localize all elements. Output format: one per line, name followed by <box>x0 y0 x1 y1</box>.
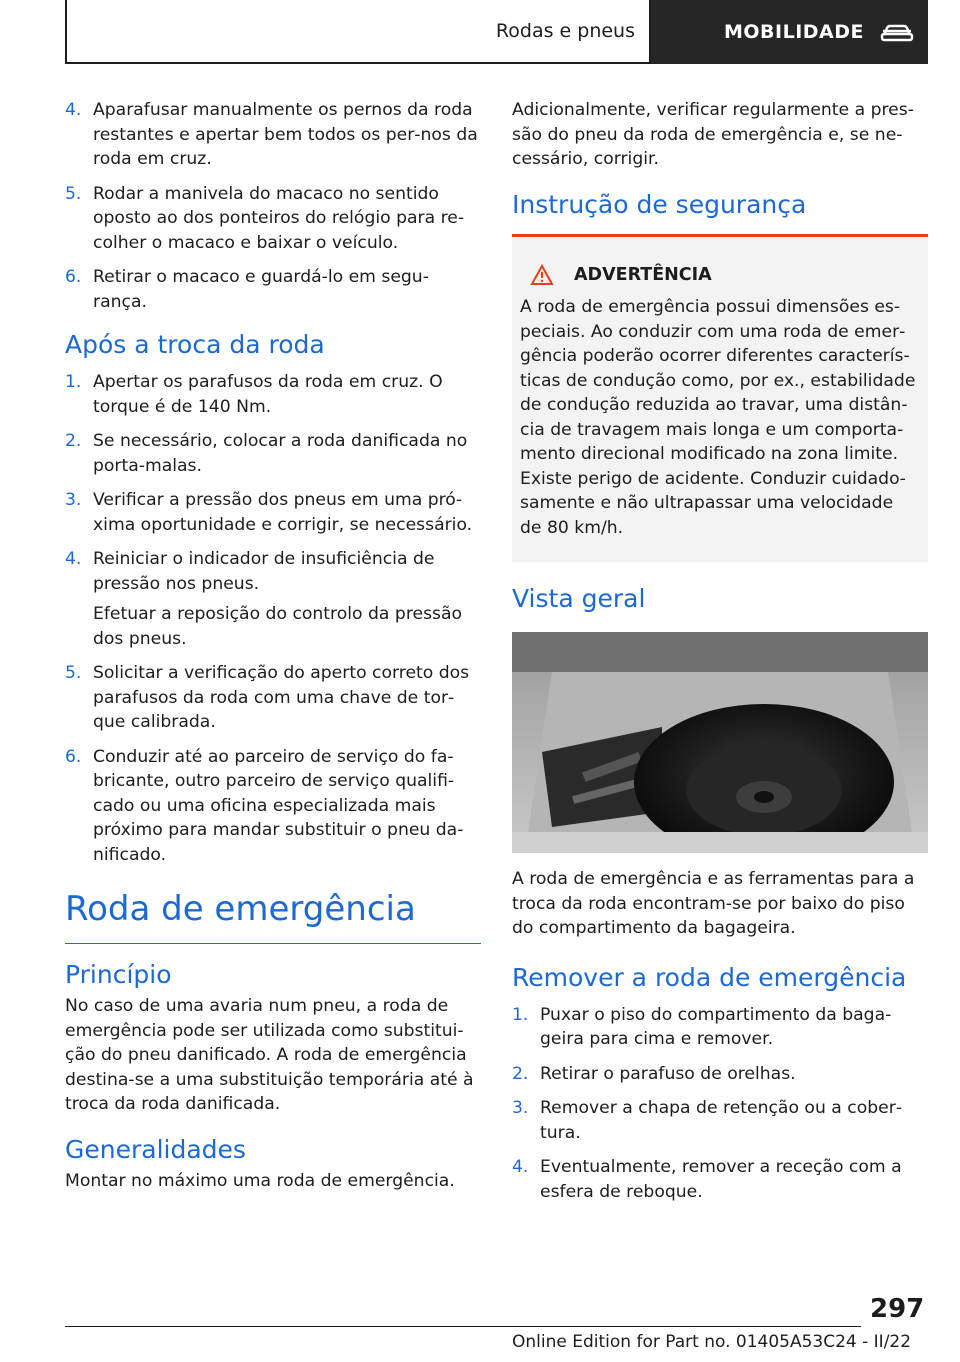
chapter-title: MOBILIDADE <box>723 21 864 43</box>
list-item <box>65 429 481 478</box>
page-header <box>65 0 928 64</box>
list-item <box>65 745 481 868</box>
step-text: Retirar o parafuso de orelhas. <box>540 1063 796 1084</box>
list-item <box>65 370 481 419</box>
step-text: Puxar o piso do compartimento da baga‐geira para cima e remover. <box>540 1004 892 1049</box>
general-text: Montar no máximo uma roda de emergência. <box>65 1170 455 1191</box>
section-heading-remove: Remover a roda de emergência <box>512 962 907 992</box>
list-item <box>512 1096 928 1145</box>
right-column <box>512 98 928 1214</box>
list-item <box>65 661 481 735</box>
principle-text: No caso de uma avaria num pneu, a roda de emergência pode ser utilizada como substitui‐ção do pneu danificado. A roda de emergência destina-se a uma substituição temporária até à troca da roda danificada. <box>65 996 474 1114</box>
step-number: 2. <box>65 431 82 451</box>
step-text: Conduzir até ao parceiro de serviço do fa‐bricante, outro parceiro de serviço qualifi‐cado ou uma oficina especializada mais próximo para mandar substituir o pneu da‐nificado. <box>93 746 464 865</box>
section-title: Rodas e pneus <box>495 20 635 42</box>
step-number: 4. <box>65 100 82 120</box>
step-text: Retirar o macaco e guardá-lo em segu‐rança. <box>93 267 429 312</box>
step-number: 1. <box>512 1004 529 1025</box>
car-icon <box>880 21 914 43</box>
step-number: 2. <box>512 1063 529 1084</box>
warning-label: ADVERTÊNCIA <box>574 264 712 285</box>
section-heading-safety: Instrução de segurança <box>512 190 928 237</box>
section-heading-general: Generalidades <box>65 1134 246 1164</box>
section-tab <box>65 0 651 64</box>
list-item <box>65 488 481 537</box>
step-text: Rodar a manivela do macaco no sentido oposto ao dos ponteiros do relógio para re‐colher o macaco e baixar o veículo. <box>93 183 465 253</box>
step-number: 6. <box>65 746 82 767</box>
left-column <box>65 98 481 1203</box>
step-text: Reiniciar o indicador de insuficiência de pressão nos pneus. <box>93 549 435 594</box>
step-number: 4. <box>65 549 82 569</box>
list-item <box>512 1062 928 1087</box>
chapter-heading: Roda de emergência <box>65 889 481 944</box>
warning-text: A roda de emergência possui dimensões es‐peciais. Ao conduzir com uma roda de emer‐gência poderão ocorrer diferentes caracterís‐ticas de condução como, por ex., estabilidade de condução reduzida ao travar, uma distân‐cia de travagem mais longa e um comporta‐mento direcional modificado na zona limite. Existe perigo de acidente. Conduzir cuidado‐samente e não ultrapassar uma velocidade de 80 km/h. <box>520 297 916 538</box>
list-item <box>65 182 481 256</box>
spare-wheel-photo <box>512 632 928 853</box>
photo-caption: A roda de emergência e as ferramentas para a troca da roda encontram-se por baixo do piso do compartimento da bagageira. <box>512 869 915 938</box>
step-text: Aparafusar manualmente os pernos da roda restantes e apertar bem todos os per‐nos da roda em cruz. <box>93 100 478 169</box>
edition-note: Online Edition for Part no. 01405A53C24 - II/22 <box>512 1332 912 1352</box>
list-item <box>65 547 481 596</box>
step-number: 3. <box>65 490 82 510</box>
chapter-tab <box>651 0 928 64</box>
step-number: 5. <box>65 183 82 204</box>
warning-box <box>512 237 928 563</box>
page-number: 297 <box>870 1294 925 1324</box>
step-number: 4. <box>512 1157 529 1177</box>
step-number: 1. <box>65 372 82 392</box>
list-item <box>65 265 481 314</box>
footer-rule <box>65 1326 861 1327</box>
list-item <box>512 1155 928 1204</box>
section-heading-overview: Vista geral <box>512 584 646 613</box>
section-heading-principle: Princípio <box>65 960 172 989</box>
step-text: Remover a chapa de retenção ou a cober‐tura. <box>540 1098 903 1143</box>
step-text: Solicitar a verificação do aperto correto dos parafusos da roda com uma chave de tor‐que calibrada. <box>93 663 470 732</box>
step-subtext: Efetuar a reposição do controlo da pressão dos pneus. <box>93 604 463 649</box>
warning-triangle-icon <box>530 264 554 286</box>
step-number: 5. <box>65 663 82 683</box>
step-text: Se necessário, colocar a roda danificada no porta-malas. <box>93 431 468 476</box>
intro-text: Adicionalmente, verificar regularmente a pres‐são do pneu da roda de emergência e, se ne‐cessário, corrigir. <box>512 100 914 169</box>
step-number: 6. <box>65 267 82 287</box>
step-text: Verificar a pressão dos pneus em uma pró‐xima oportunidade e corrigir, se necessário. <box>93 490 473 535</box>
warning-header <box>530 263 920 288</box>
step-text: Apertar os parafusos da roda em cruz. O torque é de 140 Nm. <box>93 372 443 417</box>
list-item <box>512 1003 928 1052</box>
step-number: 3. <box>512 1098 529 1118</box>
list-item <box>65 98 481 172</box>
step-text: Eventualmente, remover a receção com a esfera de reboque. <box>540 1157 902 1202</box>
section-heading-after-change: Após a troca da roda <box>65 330 325 359</box>
